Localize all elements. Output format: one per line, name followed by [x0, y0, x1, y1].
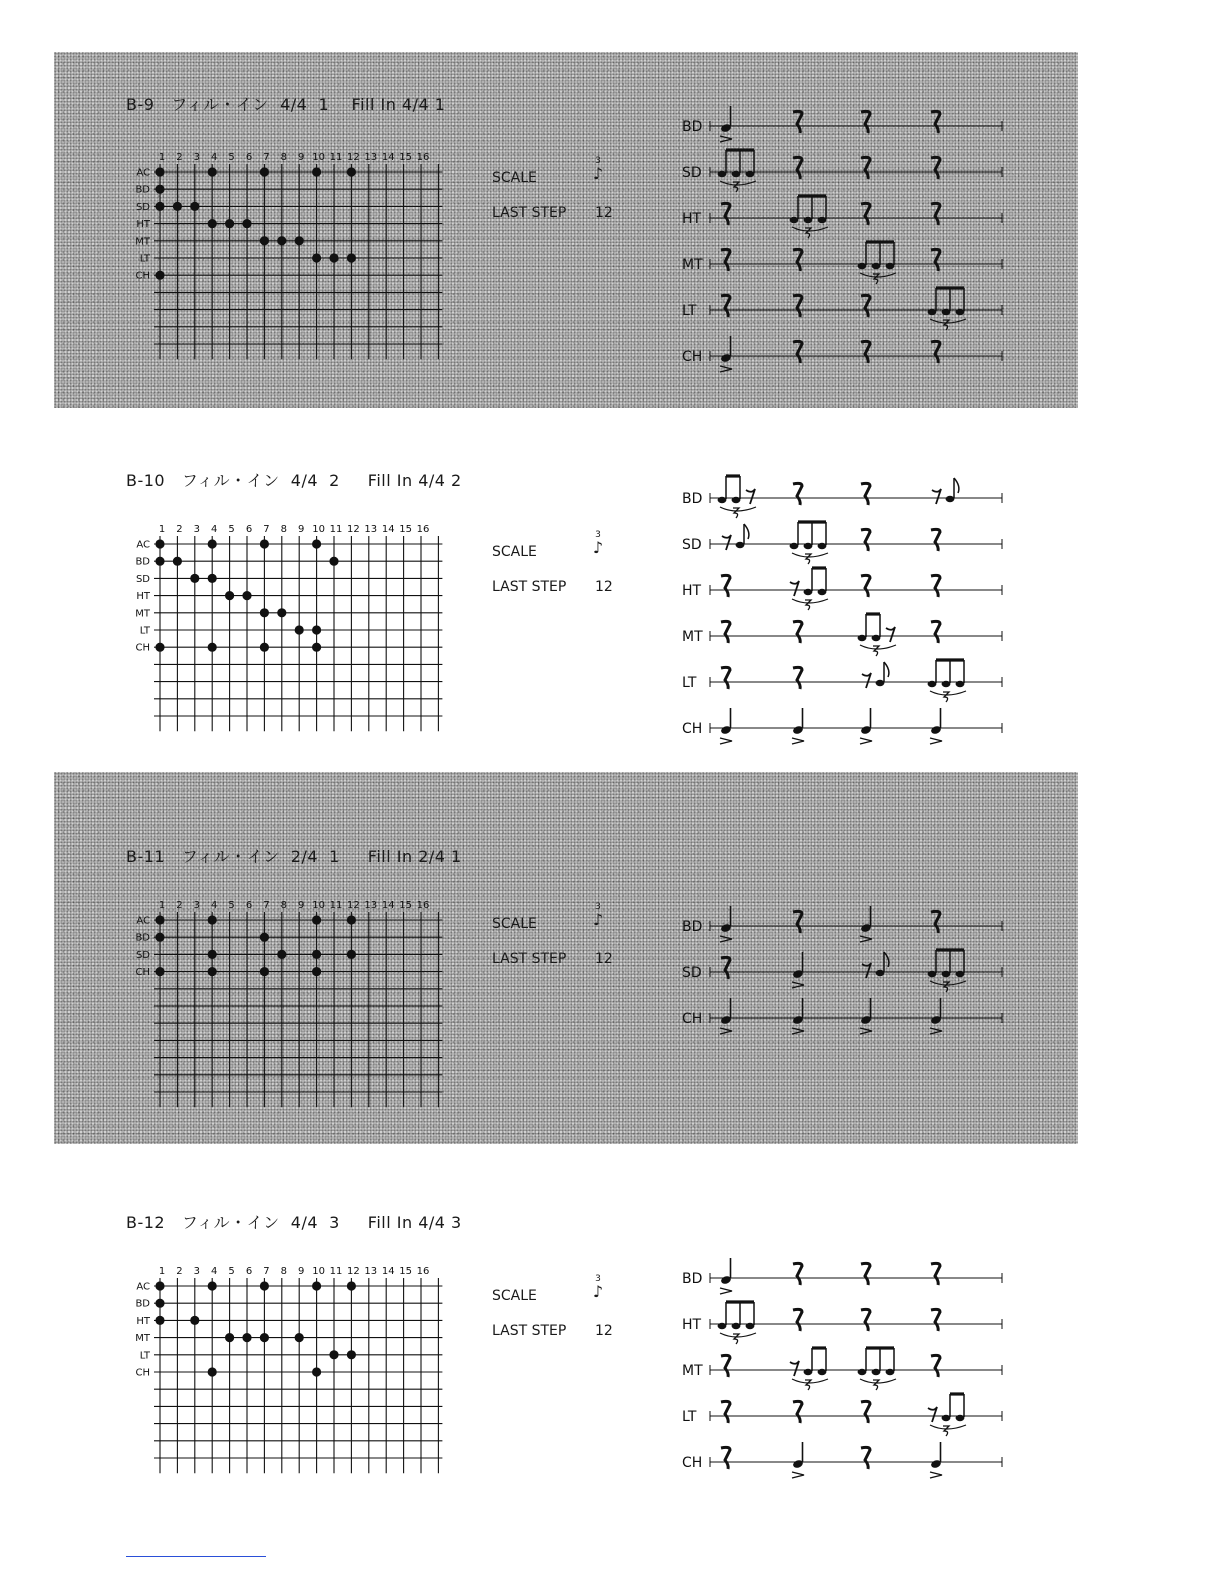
triplet-group-icon	[790, 568, 828, 610]
step-dot	[190, 574, 199, 583]
step-dot	[260, 236, 269, 245]
step-dot	[155, 202, 164, 211]
pattern-section-b9	[0, 52, 1224, 408]
step-number: 13	[364, 900, 378, 911]
quarter-note-icon	[792, 708, 804, 744]
step-dot	[225, 591, 234, 600]
step-number: 15	[399, 1266, 412, 1277]
step-number: 14	[381, 1266, 395, 1277]
notation-instrument-label: MT	[682, 257, 703, 273]
step-dot	[155, 1299, 164, 1308]
quarter-note-icon	[720, 336, 732, 372]
step-dot	[155, 167, 164, 176]
quarter-rest-icon	[793, 111, 802, 133]
eighth-rest-icon	[862, 662, 889, 688]
step-dot	[260, 1281, 269, 1290]
quarter-rest-icon	[861, 157, 870, 179]
quarter-rest-icon	[721, 575, 730, 597]
triplet-group-icon	[928, 950, 966, 992]
quarter-note-icon	[930, 998, 942, 1034]
quarter-note-icon	[930, 708, 942, 744]
step-dot	[347, 950, 356, 959]
triplet-group-icon	[790, 1348, 828, 1390]
last-step-value: 12	[595, 205, 613, 221]
quarter-note-icon	[860, 906, 872, 942]
triplet-group-icon	[858, 1348, 896, 1390]
step-number: 2	[176, 900, 183, 911]
quarter-rest-icon	[721, 621, 730, 643]
quarter-rest-icon	[861, 111, 870, 133]
pattern-section-b11	[0, 772, 1224, 1144]
notation-instrument-label: BD	[682, 491, 703, 507]
quarter-rest-icon	[721, 203, 730, 225]
step-dot	[225, 1333, 234, 1342]
quarter-note-icon	[792, 998, 804, 1034]
notation-instrument-label: HT	[682, 583, 702, 599]
step-dot	[190, 202, 199, 211]
triplet-group-icon	[790, 522, 828, 564]
drum-notation	[680, 476, 1020, 796]
step-number: 10	[312, 900, 325, 911]
step-dot	[208, 574, 217, 583]
step-dot	[208, 915, 217, 924]
scale-triplet-number: 3	[595, 902, 601, 912]
step-dot	[260, 643, 269, 652]
notation-instrument-label: MT	[682, 629, 703, 645]
notation-instrument-label: BD	[682, 1271, 703, 1287]
step-number: 5	[228, 152, 235, 163]
quarter-note-icon	[720, 106, 732, 142]
step-number: 2	[176, 1266, 183, 1277]
step-dot	[155, 1281, 164, 1290]
pattern-title: B-12 フィル・イン 4/4 3 Fill In 4/4 3	[126, 1213, 462, 1232]
step-dot	[155, 271, 164, 280]
step-number: 12	[347, 524, 360, 535]
step-number: 15	[399, 900, 412, 911]
instrument-row-label: BD	[135, 1298, 150, 1310]
quarter-note-icon	[930, 1442, 942, 1478]
notation-instrument-label: LT	[682, 1409, 697, 1425]
step-dot	[277, 236, 286, 245]
step-dot	[347, 1281, 356, 1290]
step-number: 11	[329, 524, 343, 535]
step-number: 5	[228, 900, 235, 911]
triplet-group-icon	[718, 1302, 756, 1344]
quarter-rest-icon	[931, 529, 940, 551]
step-number: 1	[158, 152, 166, 163]
scale-triplet-number: 3	[595, 156, 601, 166]
step-number: 13	[364, 1266, 378, 1277]
step-grid	[120, 1256, 440, 1496]
step-dot	[260, 608, 269, 617]
instrument-row-label: AC	[136, 167, 150, 179]
step-number: 8	[280, 900, 287, 911]
quarter-rest-icon	[793, 911, 802, 933]
quarter-rest-icon	[861, 483, 870, 505]
step-number: 6	[245, 524, 253, 535]
notation-instrument-label: BD	[682, 119, 703, 135]
step-number: 1	[158, 524, 166, 535]
step-dot	[277, 950, 286, 959]
step-dot	[208, 167, 217, 176]
step-dot	[295, 1333, 304, 1342]
quarter-rest-icon	[931, 1309, 940, 1331]
step-dot	[225, 219, 234, 228]
step-dot	[155, 539, 164, 548]
step-number: 13	[364, 152, 378, 163]
step-number: 6	[245, 152, 253, 163]
eighth-note-icon: ♪	[592, 1282, 604, 1301]
quarter-rest-icon	[793, 621, 802, 643]
instrument-row-label: AC	[136, 1281, 150, 1293]
step-number: 1	[158, 1266, 166, 1277]
quarter-rest-icon	[931, 1263, 940, 1285]
step-number: 3	[193, 900, 200, 911]
notation-instrument-label: SD	[682, 165, 702, 181]
instrument-row-label: BD	[135, 184, 150, 196]
step-dot	[312, 967, 321, 976]
quarter-rest-icon	[861, 1263, 870, 1285]
instrument-row-label: SD	[135, 949, 150, 961]
scale-label: SCALE	[492, 544, 537, 560]
eighth-rest-icon	[722, 524, 749, 550]
step-number: 9	[298, 900, 305, 911]
pattern-title: B-11 フィル・イン 2/4 1 Fill In 2/4 1	[126, 847, 462, 866]
step-number: 10	[312, 524, 325, 535]
step-number: 10	[312, 1266, 325, 1277]
triplet-group-icon	[928, 1394, 966, 1436]
step-dot	[155, 933, 164, 942]
step-dot	[208, 219, 217, 228]
step-dot	[277, 608, 286, 617]
step-number: 3	[193, 152, 200, 163]
instrument-row-label: SD	[135, 573, 150, 585]
last-step-value: 12	[595, 951, 613, 967]
scale-label: SCALE	[492, 1288, 537, 1304]
footer-link-underline	[126, 1556, 266, 1557]
step-dot	[347, 253, 356, 262]
scale-label: SCALE	[492, 916, 537, 932]
eighth-note-icon: ♪	[592, 164, 604, 183]
step-number: 2	[176, 152, 183, 163]
step-number: 4	[211, 1266, 218, 1277]
quarter-rest-icon	[721, 1401, 730, 1423]
last-step-label: LAST STEP	[492, 951, 567, 967]
pattern-title: B-9 フィル・イン 4/4 1 Fill In 4/4 1	[126, 95, 446, 114]
instrument-row-label: MT	[135, 236, 150, 248]
step-number: 4	[211, 152, 218, 163]
step-dot	[155, 185, 164, 194]
quarter-rest-icon	[861, 1309, 870, 1331]
step-number: 7	[263, 900, 270, 911]
scale-value	[588, 530, 608, 556]
quarter-rest-icon	[721, 957, 730, 979]
step-grid	[120, 890, 440, 1130]
quarter-note-icon	[792, 952, 804, 988]
instrument-row-label: SD	[135, 201, 150, 213]
step-number: 10	[312, 152, 325, 163]
step-grid	[120, 514, 440, 754]
step-dot	[312, 643, 321, 652]
last-step-value: 12	[595, 1323, 613, 1339]
quarter-rest-icon	[793, 249, 802, 271]
notation-instrument-label: HT	[682, 211, 702, 227]
step-dot	[208, 967, 217, 976]
instrument-row-label: AC	[136, 915, 150, 927]
step-dot	[208, 1367, 217, 1376]
step-dot	[347, 167, 356, 176]
quarter-rest-icon	[861, 341, 870, 363]
quarter-rest-icon	[931, 111, 940, 133]
quarter-rest-icon	[721, 295, 730, 317]
step-number: 5	[228, 1266, 235, 1277]
step-dot	[312, 539, 321, 548]
eighth-rest-icon	[862, 952, 889, 978]
notation-instrument-label: CH	[682, 349, 703, 365]
step-dot	[312, 1281, 321, 1290]
step-number: 6	[245, 900, 253, 911]
instrument-row-label: CH	[135, 270, 150, 282]
step-number: 3	[193, 1266, 200, 1277]
quarter-rest-icon	[931, 575, 940, 597]
step-number: 7	[263, 1266, 270, 1277]
instrument-row-label: CH	[135, 642, 150, 654]
step-dot	[260, 933, 269, 942]
notation-instrument-label: HT	[682, 1317, 702, 1333]
triplet-group-icon	[928, 660, 966, 702]
quarter-rest-icon	[931, 911, 940, 933]
quarter-note-icon	[720, 998, 732, 1034]
notation-instrument-label: SD	[682, 965, 702, 981]
step-number: 9	[298, 1266, 305, 1277]
notation-instrument-label: MT	[682, 1363, 703, 1379]
drum-notation	[680, 1256, 1020, 1576]
step-number: 11	[329, 900, 343, 911]
step-number: 3	[193, 524, 200, 535]
step-dot	[190, 1316, 199, 1325]
triplet-group-icon	[718, 150, 756, 192]
step-dot	[208, 539, 217, 548]
step-dot	[347, 915, 356, 924]
instrument-row-label: HT	[136, 1315, 150, 1327]
scale-triplet-number: 3	[595, 530, 601, 540]
scale-value	[588, 1274, 608, 1300]
step-number: 8	[280, 152, 287, 163]
notation-instrument-label: LT	[682, 675, 697, 691]
instrument-row-label: BD	[135, 556, 150, 568]
triplet-group-icon	[718, 476, 756, 518]
step-number: 9	[298, 152, 305, 163]
step-dot	[329, 557, 338, 566]
last-step-value: 12	[595, 579, 613, 595]
step-dot	[295, 236, 304, 245]
instrument-row-label: CH	[135, 967, 150, 979]
step-dot	[312, 1367, 321, 1376]
scale-triplet-number: 3	[595, 1274, 601, 1284]
triplet-group-icon	[858, 614, 896, 656]
quarter-note-icon	[860, 998, 872, 1034]
step-dot	[173, 557, 182, 566]
eighth-rest-icon	[932, 478, 959, 504]
instrument-row-label: HT	[136, 591, 150, 603]
quarter-rest-icon	[721, 1447, 730, 1469]
eighth-note-icon: ♪	[592, 910, 604, 929]
instrument-row-label: MT	[135, 608, 150, 620]
quarter-rest-icon	[861, 295, 870, 317]
quarter-rest-icon	[861, 1401, 870, 1423]
step-dot	[329, 253, 338, 262]
step-number: 13	[364, 524, 378, 535]
notation-instrument-label: BD	[682, 919, 703, 935]
drum-notation	[680, 104, 1020, 424]
last-step-label: LAST STEP	[492, 1323, 567, 1339]
step-number: 15	[399, 524, 412, 535]
quarter-rest-icon	[861, 529, 870, 551]
quarter-rest-icon	[793, 341, 802, 363]
quarter-rest-icon	[793, 1309, 802, 1331]
quarter-rest-icon	[931, 157, 940, 179]
instrument-row-label: LT	[139, 1350, 150, 1362]
eighth-note-icon: ♪	[592, 538, 604, 557]
step-number: 2	[176, 524, 183, 535]
step-number: 9	[298, 524, 305, 535]
step-dot	[242, 219, 251, 228]
step-dot	[295, 625, 304, 634]
step-dot	[208, 950, 217, 959]
step-number: 1	[158, 900, 166, 911]
quarter-rest-icon	[721, 1355, 730, 1377]
instrument-row-label: AC	[136, 539, 150, 551]
quarter-note-icon	[792, 1442, 804, 1478]
step-dot	[260, 539, 269, 548]
quarter-rest-icon	[931, 341, 940, 363]
step-dot	[242, 1333, 251, 1342]
step-number: 14	[381, 524, 395, 535]
triplet-group-icon	[928, 288, 966, 330]
step-dot	[312, 167, 321, 176]
quarter-rest-icon	[861, 1447, 870, 1469]
step-number: 8	[280, 1266, 287, 1277]
step-dot	[155, 557, 164, 566]
step-number: 11	[329, 1266, 343, 1277]
step-dot	[155, 915, 164, 924]
last-step-label: LAST STEP	[492, 579, 567, 595]
pattern-section-b10	[0, 440, 1224, 760]
quarter-rest-icon	[721, 249, 730, 271]
instrument-row-label: MT	[135, 1333, 150, 1345]
step-number: 12	[347, 152, 360, 163]
pattern-section-b12	[0, 1200, 1224, 1500]
quarter-note-icon	[720, 708, 732, 744]
step-dot	[329, 1350, 338, 1359]
step-dot	[155, 1316, 164, 1325]
step-number: 11	[329, 152, 343, 163]
quarter-rest-icon	[793, 1401, 802, 1423]
step-dot	[242, 591, 251, 600]
quarter-note-icon	[860, 708, 872, 744]
quarter-rest-icon	[861, 575, 870, 597]
notation-instrument-label: CH	[682, 1455, 703, 1471]
quarter-rest-icon	[793, 157, 802, 179]
step-dot	[260, 167, 269, 176]
quarter-rest-icon	[931, 203, 940, 225]
quarter-rest-icon	[793, 1263, 802, 1285]
notation-instrument-label: CH	[682, 1011, 703, 1027]
step-number: 4	[211, 900, 218, 911]
step-number: 14	[381, 900, 395, 911]
step-dot	[155, 643, 164, 652]
quarter-note-icon	[720, 906, 732, 942]
scale-value	[588, 902, 608, 928]
step-number: 12	[347, 1266, 360, 1277]
step-dot	[208, 1281, 217, 1290]
quarter-rest-icon	[793, 295, 802, 317]
instrument-row-label: CH	[135, 1367, 150, 1379]
step-number: 15	[399, 152, 412, 163]
notation-instrument-label: LT	[682, 303, 697, 319]
step-number: 8	[280, 524, 287, 535]
step-dot	[312, 253, 321, 262]
step-dot	[260, 1333, 269, 1342]
scale-label: SCALE	[492, 170, 537, 186]
step-grid	[120, 142, 440, 382]
step-dot	[347, 1350, 356, 1359]
step-dot	[208, 643, 217, 652]
step-number: 16	[416, 1266, 430, 1277]
instrument-row-label: LT	[139, 625, 150, 637]
scale-value	[588, 156, 608, 182]
instrument-row-label: LT	[139, 253, 150, 265]
step-number: 16	[416, 900, 430, 911]
step-number: 7	[263, 152, 270, 163]
pattern-title: B-10 フィル・イン 4/4 2 Fill In 4/4 2	[126, 471, 462, 490]
triplet-group-icon	[790, 196, 828, 238]
step-dot	[312, 915, 321, 924]
quarter-note-icon	[720, 1258, 732, 1294]
step-number: 5	[228, 524, 235, 535]
step-number: 12	[347, 900, 360, 911]
step-dot	[260, 967, 269, 976]
step-number: 7	[263, 524, 270, 535]
quarter-rest-icon	[931, 249, 940, 271]
drum-notation	[680, 904, 1020, 1224]
step-dot	[312, 625, 321, 634]
step-dot	[155, 967, 164, 976]
last-step-label: LAST STEP	[492, 205, 567, 221]
instrument-row-label: BD	[135, 932, 150, 944]
triplet-group-icon	[858, 242, 896, 284]
quarter-rest-icon	[793, 483, 802, 505]
quarter-rest-icon	[793, 667, 802, 689]
notation-instrument-label: CH	[682, 721, 703, 737]
step-dot	[312, 950, 321, 959]
step-dot	[173, 202, 182, 211]
step-number: 14	[381, 152, 395, 163]
quarter-rest-icon	[931, 621, 940, 643]
step-number: 4	[211, 524, 218, 535]
quarter-rest-icon	[931, 1355, 940, 1377]
step-number: 6	[245, 1266, 253, 1277]
quarter-rest-icon	[861, 203, 870, 225]
step-number: 16	[416, 524, 430, 535]
step-number: 16	[416, 152, 430, 163]
instrument-row-label: HT	[136, 219, 150, 231]
quarter-rest-icon	[721, 667, 730, 689]
notation-instrument-label: SD	[682, 537, 702, 553]
